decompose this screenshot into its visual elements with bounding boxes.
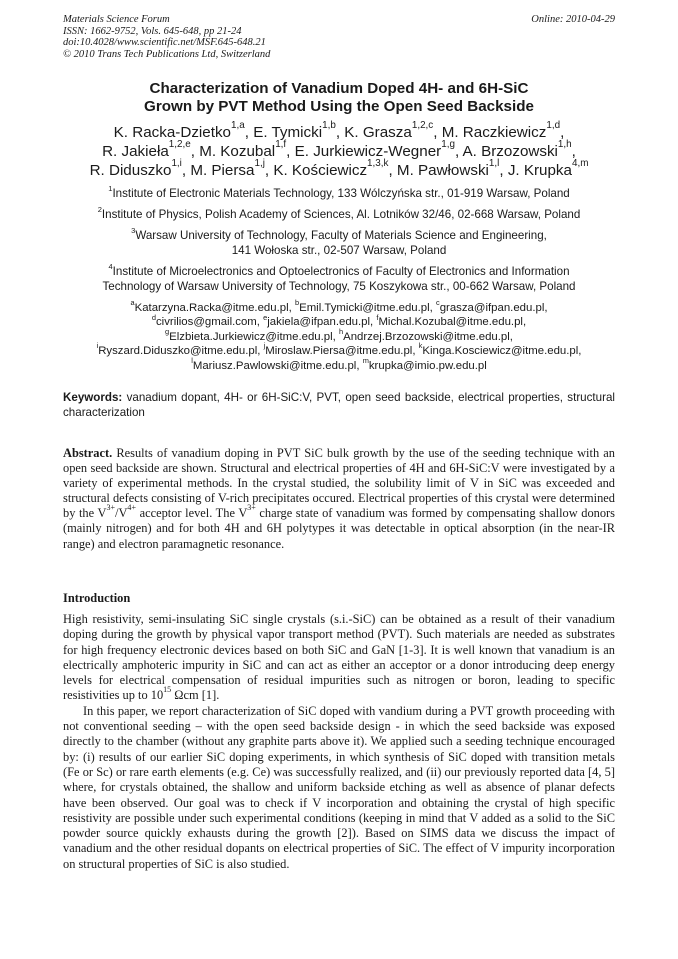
email-sep: , [429,302,436,314]
email-sup: l [191,355,193,365]
author-sup: 1,2,e [168,138,191,150]
email-sep: , [509,330,513,343]
email-sep: , [332,330,339,343]
paragraph [63,612,615,704]
author [102,138,200,160]
email-sep: , [288,302,295,314]
affiliation-text: Institute of Electronic Materials Technology, 133 Wólczyńska str., 01-919 Warsaw, Poland [112,187,570,200]
email-address: Kinga.Kosciewicz@itme.edu.pl [422,345,579,358]
affiliation [40,205,638,223]
paragraph: In this paper, we report characterization of SiC doped with vandium during a PVT growth proceeding with not conventional seeding – with the open seed backside design - in which the seed backside was exposed directly to the chamber (without any graphite parts above it). We applied such a seeding technique encouraged by: (i) results of our earlier SiC doping experiments, in which synthesis of SiC doped with transition metals (Fe or Sc) or rare earth elements (e.g. Ce) was successfully realized, and (ii) our previously reported data [4, 5] where, for crystals obtained, the shallow and uniform backside etching as well as absence of planar defects have been observed. Our goal was to check if V incorporation and obtaining the crystal of high specific resistivity are possible under such experimental conditions (keeping in mind that V added as a solid to the SiC powder source quickly exhausts during the growth [2]). Based on SIMS data we discuss the impact of vanadium and the other residual dopants on electrical properties of SiC. The effect of V impurity incorporation on structural properties of SiC is also studied. [63,703,615,871]
author-list [40,119,638,180]
email-sup: d [151,312,156,322]
affiliation-text-line-2: Technology of Warsaw University of Technology, 75 Koszykowa str., 00-662 Warsaw, Poland [102,279,576,293]
keywords [63,391,615,420]
email-sup: g [165,326,170,336]
abstract-text: /V [115,506,128,521]
author-sep: , [244,124,254,141]
paragraph-text: Ωcm [1]. [171,688,220,703]
affiliation-sup: 2 [97,205,102,215]
email-sep: , [257,345,264,358]
author-sup: 1,h [557,138,572,150]
email [418,341,582,358]
author-sep: , [499,162,508,179]
author-sup: 1,a [231,119,245,131]
journal-issn: ISSN: 1662-9752, Vols. 645-648, pp 21-24 [63,25,242,37]
author-name: R. Jakieła [102,143,169,160]
email [294,298,436,314]
author-name: M. Piersa [190,162,255,179]
author-name: A. Brzozowski [462,143,558,160]
author-sep: , [181,162,191,179]
affiliation-text: Institute of Microelectronics and Optoelectronics of Faculty of Electronics and Information [112,265,570,278]
author-sep: , [335,124,345,141]
author-name: K. Racka-Dzietko [113,124,231,141]
author-sup: 1,f [275,138,287,150]
email-sep: , [578,345,582,358]
affiliation-text: Warsaw University of Technology, Faculty of Materials Science and Engineering, [135,229,547,242]
email-sup: k [418,341,423,351]
author-sep: , [388,162,397,179]
abstract [63,446,615,552]
email-list [40,298,638,373]
keywords-text: vanadium dopant, 4H- or 6H-SiC:V, PVT, open seed backside, electrical properties, structural characterization [63,391,615,419]
author [396,157,508,179]
author-sup: 1,3,k [367,157,389,169]
email [165,326,339,343]
affiliation-sup: 1 [108,184,113,194]
author-name: M. Pawłowski [396,162,489,179]
affiliation-sup: 4 [108,262,113,272]
email [263,341,419,358]
author-sep: , [433,124,442,141]
email [436,298,548,314]
author-sep: , [190,143,200,160]
author [190,157,274,179]
author-sup: 1,d [546,119,561,131]
journal-doi: doi:10.4028/www.scientific.net/MSF.645-648.21 [63,37,266,49]
author [462,138,576,160]
email-sup: b [294,298,300,308]
title-line-2: Grown by PVT Method Using the Open Seed Backside [144,98,534,115]
author [273,157,397,179]
paragraph-sup: 15 [163,685,172,695]
affiliation-text: Institute of Physics, Polish Academy of Sciences, Al. Lotników 32/46, 02-668 Warsaw, Poland [101,208,581,221]
paper-title [40,80,638,116]
section-heading-introduction: Introduction [63,591,131,605]
author [344,119,442,141]
email-address: Miroslaw.Piersa@itme.edu.pl [265,345,413,358]
email-sup: e [263,312,268,322]
email-sep: , [356,359,363,372]
author [89,157,191,179]
abstract-sup: 4+ [127,503,136,513]
author-sup: 1,g [441,138,455,150]
abstract-text: charge state of vanadium was formed by compensating shallow donors (mainly nitrogen) and for both 4H and 6H polytypes it was detectable in optical absorption (in the near-IR range) and electron paramagnetic resonance. [63,506,615,551]
email-sep: , [412,345,419,358]
email-sup: f [376,312,379,322]
email-sup: m [362,355,369,365]
email-address: Andrzej.Brzozowski@itme.edu.pl [343,330,510,343]
email [376,312,527,329]
journal-copyright: © 2010 Trans Tech Publications Ltd, Switzerland [63,48,271,60]
email-address: krupka@imio.pw.edu.pl [368,359,487,372]
abstract-sup: 3+ [247,503,256,513]
affiliation-sup: 3 [131,226,136,236]
email-address: Ryszard.Diduszko@itme.edu.pl [98,345,258,358]
author-sup: 1,l [488,157,500,169]
email-address: Elzbieta.Jurkiewicz@itme.edu.pl [169,330,333,343]
author-sep: , [264,162,274,179]
email-address: jakiela@ifpan.edu.pl [267,316,371,329]
online-date: Online: 2010-04-29 [531,14,615,25]
affiliation [40,226,638,258]
email [191,355,363,372]
email [339,326,513,343]
email-sup: a [130,298,135,308]
email-sup: h [339,326,344,336]
author-name: E. Jurkiewicz-Wegner [294,143,442,160]
email-sep: , [522,316,527,329]
email-address: Michal.Kozubal@itme.edu.pl [378,316,523,329]
author-sup: 1,b [322,119,336,131]
author [441,119,565,141]
email [362,355,487,372]
author [199,138,295,160]
email-sep: , [544,302,548,314]
email [96,341,264,358]
author-name: E. Tymicki [253,124,323,141]
paragraph-text: High resistivity, semi-insulating SiC single crystals (s.i.-SiC) can be obtained as a result of their vanadium doping during the growth by physical vapor transport method (PVT). Such materials are needed as substrates for high frequency electronic devices based on both SiC and GaN [1-3]. It is well known that vanadium is an electrically amphoteric impurity in SiC and can act as either an acceptor or a donor introducing deep energy levels for electrical compensation of residual impurities such as nitrogen or boron, leading to specific resistivities up to 10 [63,612,615,703]
author-name: M. Raczkiewicz [441,124,547,141]
author-name: R. Diduszko [89,162,172,179]
author-sup: 1,j [254,157,265,169]
affiliation-text-line-2: 141 Wołoska str., 02-507 Warsaw, Poland [231,243,447,257]
author-sup: 4,m [571,157,589,169]
author-sup: 1,2,c [411,119,434,131]
email-sup: i [96,341,99,351]
abstract-sup: 3+ [106,503,116,513]
author [507,157,589,179]
author-sep: , [571,143,576,160]
abstract-text: acceptor level. The V [135,506,248,521]
abstract-label: Abstract. [63,446,113,460]
email [263,312,377,329]
email-address: Katarzyna.Racka@itme.edu.pl [134,302,289,314]
author-sep: , [454,143,463,160]
author-name: M. Kozubal [199,143,276,160]
author-sep: , [560,124,565,141]
affiliation [40,184,638,202]
email-address: grasza@ifpan.edu.pl [439,302,545,314]
email-address: Emil.Tymicki@itme.edu.pl [299,302,430,314]
email-address: Mariusz.Pawlowski@itme.edu.pl [192,359,357,372]
affiliation [40,262,638,294]
author-name: K. Kościewicz [273,162,368,179]
title-line-1: Characterization of Vanadium Doped 4H- and 6H-SiC [149,80,529,97]
email-sup: j [263,341,266,351]
email-sep: , [370,316,377,329]
author-name: K. Grasza [344,124,412,141]
abstract-text: Results of vanadium doping in PVT SiC bulk growth by the use of the seeding technique with an open seed backside are shown. Structural and electrical properties of 4H and 6H-SiC:V were investigated by a variety of experimental methods. In the crystal studied, the solubility limit of V in SiC was exceeded and structural defects consisting of V-rich precipitates occured. Electrical properties of this crystal were determined by the V [63,446,615,521]
keywords-label: Keywords: [63,391,123,404]
email-sep: , [256,316,264,329]
email-address: civrilios@gmail.com [155,316,257,329]
author-sep: , [286,143,295,160]
journal-name: Materials Science Forum [63,14,170,25]
introduction-body [63,612,615,872]
author [253,119,345,141]
email-sup: c [436,298,440,308]
author-name: J. Krupka [507,162,572,179]
journal-header [63,14,615,60]
author-sup: 1,i [171,157,182,169]
